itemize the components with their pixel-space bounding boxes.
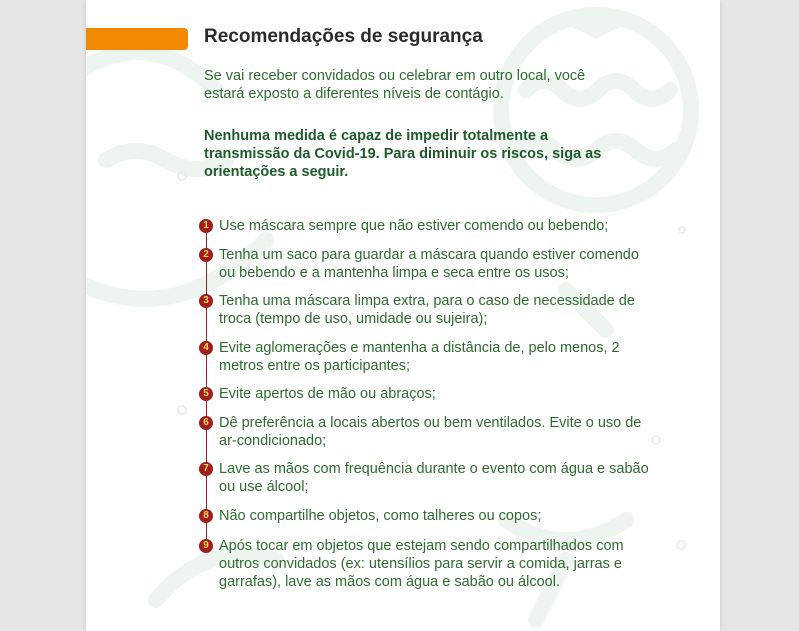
step-number-badge: 7 [199,462,213,476]
recommendation-text: Dê preferência a locais abertos ou bem ventilados. Evite o uso de ar-condicionado; [219,415,642,449]
title-accent-bar [86,28,188,50]
timeline-line [206,226,207,546]
step-number-badge: 5 [199,387,213,401]
page-title: Recomendações de segurança [204,26,483,47]
step-number-badge: 8 [199,509,213,523]
step-number-badge: 9 [199,539,213,553]
step-number-badge: 3 [199,294,213,308]
recommendation-text: Evite apertos de mão ou abraços; [219,386,436,402]
recommendation-text: Lave as mãos com frequência durante o evento com água e sabão ou use álcool; [219,461,649,495]
step-number-badge: 2 [199,248,213,262]
recommendation-text: Após tocar em objetos que estejam sendo compartilhados com outros convidados (ex: utensílios para servir a comida, jarras e garrafas), lave as mãos com água e sabão ou álcool. [219,538,624,590]
recommendation-text: Use máscara sempre que não estiver comendo ou bebendo; [219,218,609,234]
document-page [86,0,720,631]
recommendation-text: Tenha um saco para guardar a máscara quando estiver comendo ou bebendo e a mantenha limpa e seca entre os usos; [219,247,639,281]
step-number-badge: 1 [199,219,213,233]
intro-paragraph: Se vai receber convidados ou celebrar em outro local, você estará exposto a diferentes níveis de contágio. [204,68,586,102]
recommendation-text: Evite aglomerações e mantenha a distância de, pelo menos, 2 metros entre os participantes; [219,340,620,374]
recommendation-text: Não compartilhe objetos, como talheres ou copos; [219,508,542,524]
step-number-badge: 6 [199,416,213,430]
recommendation-text: Tenha uma máscara limpa extra, para o caso de necessidade de troca (tempo de uso, umidade ou sujeira); [219,293,635,327]
warning-notice: Nenhuma medida é capaz de impedir totalmente a transmissão da Covid-19. Para diminuir os riscos, siga as orientações a seguir. [204,128,602,180]
step-number-badge: 4 [199,341,213,355]
